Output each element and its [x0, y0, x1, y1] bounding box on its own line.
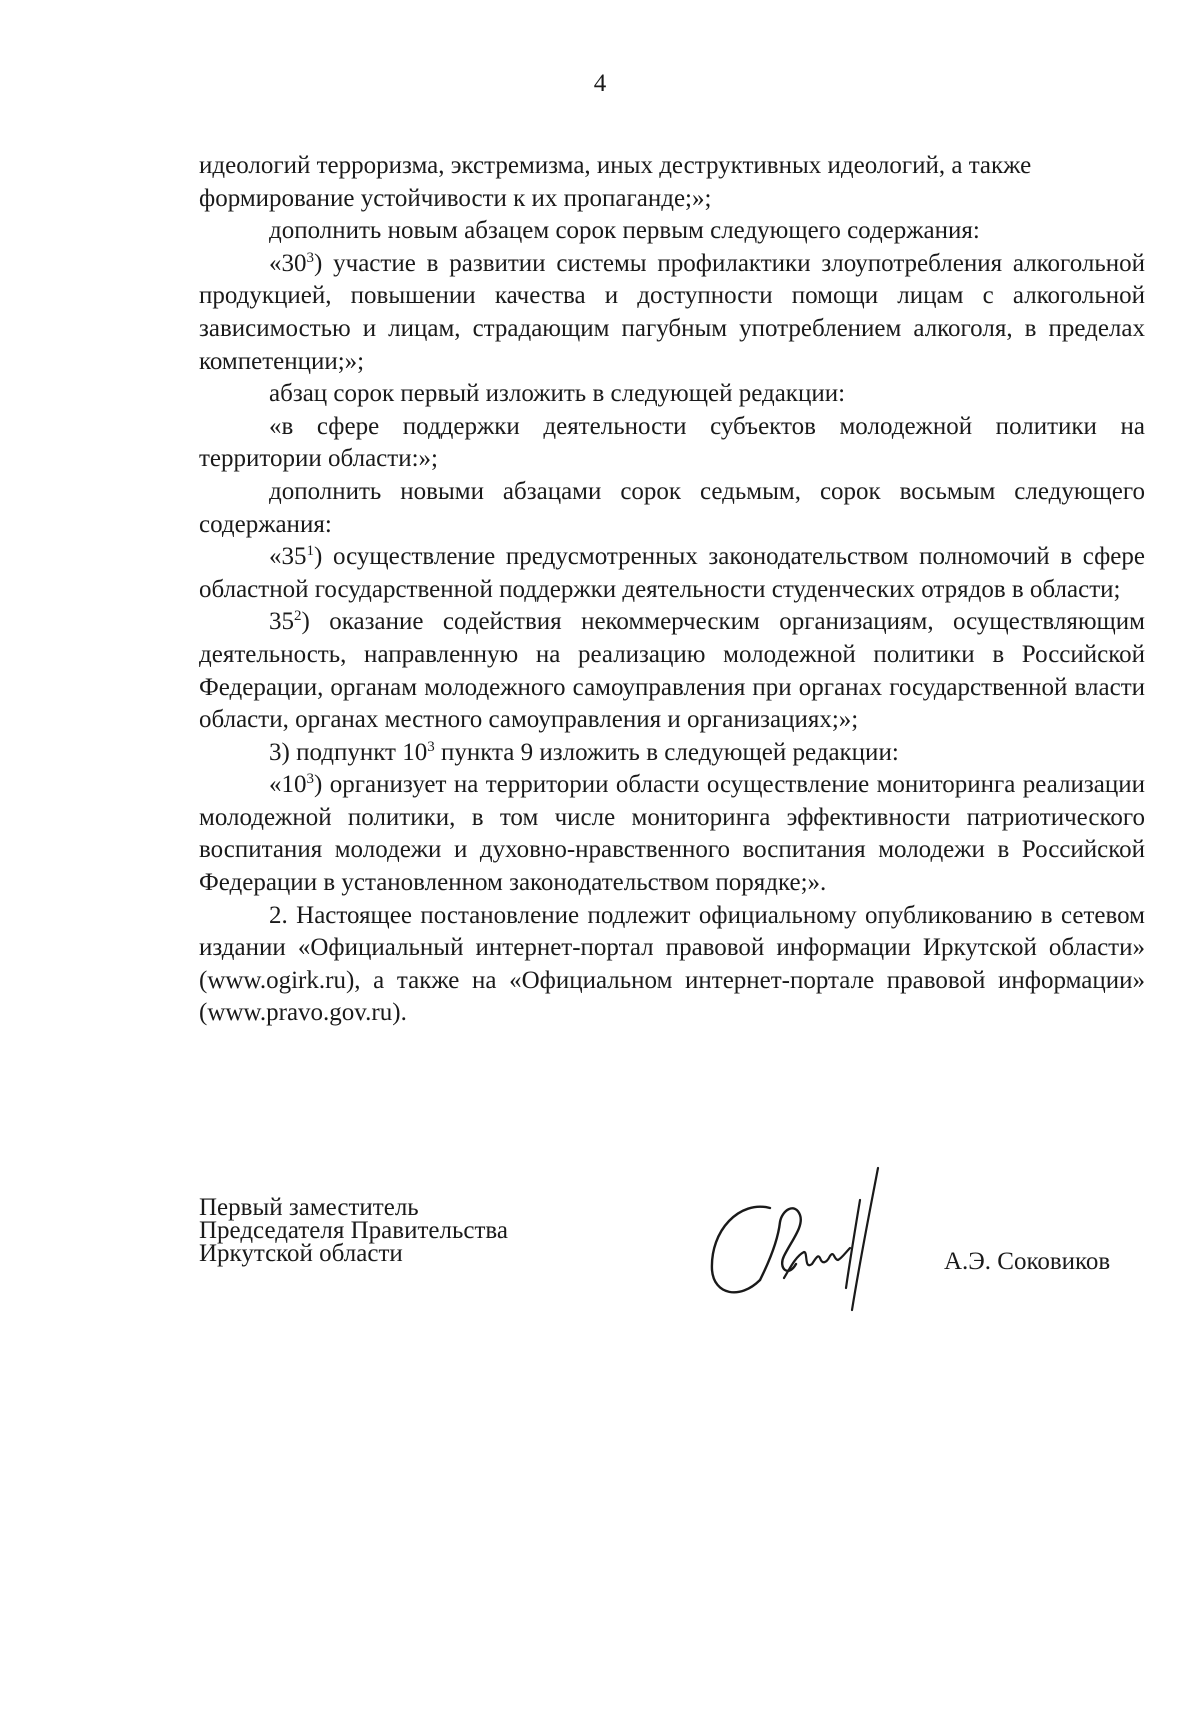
paragraph: дополнить новыми абзацами сорок седьмым, сорок восьмым следующего содержания:	[199, 477, 1145, 538]
superscript: 1	[306, 543, 314, 560]
document-body	[199, 150, 1145, 1030]
handwritten-signature	[700, 1160, 920, 1320]
paragraph	[199, 737, 1145, 770]
paragraph: дополнить новым абзацем сорок первым следующего содержания:	[269, 217, 980, 245]
signer-name: А.Э. Соковиков	[944, 1248, 1111, 1275]
item-number: «10	[269, 771, 307, 799]
item-number: «35	[269, 543, 307, 571]
paragraph	[199, 248, 1145, 378]
superscript: 3	[427, 738, 435, 755]
paragraph: 2. Настоящее постановление подлежит официальному опубликованию в сетевом издании «Официальный интернет-портал правовой информации Иркутской области» (www.ogirk.ru), а также на «Официальном интернет-портале правовой информации» (www.pravo.gov.ru).	[199, 901, 1145, 1027]
paragraph	[199, 541, 1145, 606]
superscript: 3	[306, 771, 314, 788]
paragraph	[199, 769, 1145, 899]
page-number: 4	[593, 70, 607, 97]
paragraph-line: формирование устойчивости к их пропаганде;»;	[199, 184, 712, 212]
paragraph-continuation	[199, 150, 1145, 215]
paragraph-text: ) организует на территории области осуществление мониторинга реализации молодежной политики, в том числе мониторинга эффективности патриотического воспитания молодежи и духовно-нравственного воспитания молодежи в Российской Федерации в установленном законодательством порядке;».	[199, 771, 1145, 897]
paragraph-text: ) оказание содействия некоммерческим организациям, осуществляющим деятельность, направленную на реализацию молодежной политики в Российской Федерации, органам молодежного самоуправления при органах государственной власти области, органах местного самоуправления и организациях;»;	[199, 608, 1145, 734]
position-line: Председателя Правительства	[199, 1217, 508, 1244]
position-line: Первый заместитель	[199, 1194, 419, 1221]
paragraph: абзац сорок первый изложить в следующей редакции:	[269, 380, 846, 408]
signatory-position	[199, 1196, 508, 1265]
item-number: 35	[269, 608, 294, 636]
paragraph-line: идеологий терроризма, экстремизма, иных деструктивных идеологий, а также	[199, 152, 1032, 179]
paragraph-text: ) осуществление предусмотренных законодательством полномочий в сфере областной государственной поддержки деятельности студенческих отрядов в области;	[199, 543, 1145, 603]
superscript: 2	[294, 608, 302, 625]
paragraph-text: пункта 9 изложить в следующей редакции:	[434, 738, 899, 766]
paragraph: «в сфере поддержки деятельности субъектов молодежной политики на территории области:»;	[199, 412, 1145, 473]
position-line: Иркутской области	[199, 1240, 403, 1267]
paragraph-text: ) участие в развитии системы профилактики злоупотребления алкогольной продукцией, повышении качества и доступности помощи лицам с алкогольной зависимостью и лицам, страдающим пагубным употреблением алкоголя, в пределах компетенции;»;	[199, 249, 1145, 375]
item-number: 3) подпункт 10	[269, 738, 428, 766]
paragraph	[199, 606, 1145, 736]
superscript: 3	[306, 249, 314, 266]
item-number: «30	[269, 249, 307, 277]
